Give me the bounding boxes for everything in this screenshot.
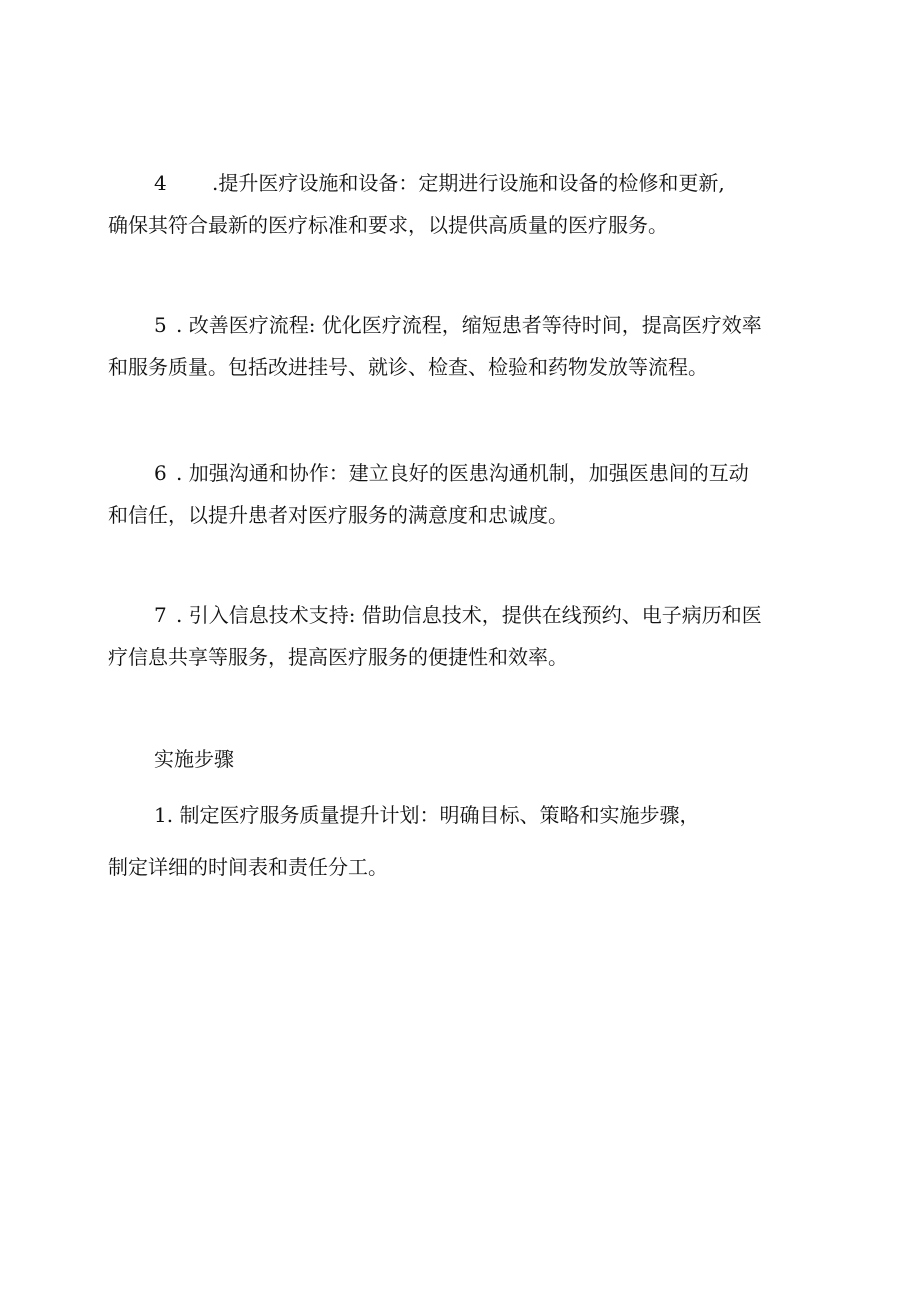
item-number: 5 — [154, 313, 167, 337]
item-text-line2: 确保其符合最新的医疗标准和要求，以提供高质量的医疗服务。 — [108, 213, 668, 237]
item-text-line1: . 改善医疗流程: 优化医疗流程，缩短患者等待时间，提高医疗效率 — [176, 313, 762, 337]
list-item-5 — [108, 304, 818, 388]
section-heading: 实施步骤 — [154, 747, 234, 771]
step-1-line2: 制定详细的时间表和责任分工。 — [108, 855, 388, 879]
item-text-line2: 和信任，以提升患者对医疗服务的满意度和忠诚度。 — [108, 503, 568, 527]
list-item-4 — [108, 162, 818, 246]
item-text-line2: 疗信息共享等服务，提高医疗服务的便捷性和效率。 — [108, 645, 568, 669]
item-text-line2: 和服务质量。包括改进挂号、就诊、检查、检验和药物发放等流程。 — [108, 355, 708, 379]
list-item-7 — [108, 594, 818, 678]
list-item-6 — [108, 452, 818, 536]
item-number: 7 — [154, 603, 167, 627]
item-number: 4 — [154, 171, 167, 195]
item-text-line1: .提升医疗设施和设备：定期进行设施和设备的检修和更新, — [212, 171, 725, 195]
item-text-line1: . 加强沟通和协作：建立良好的医患沟通机制，加强医患间的互动 — [176, 461, 749, 485]
step-1-line1: 1. 制定医疗服务质量提升计划：明确目标、策略和实施步骤， — [154, 803, 700, 827]
item-number: 6 — [154, 461, 167, 485]
item-text-line1: . 引入信息技术支持: 借助信息技术，提供在线预约、电子病历和医 — [176, 603, 762, 627]
